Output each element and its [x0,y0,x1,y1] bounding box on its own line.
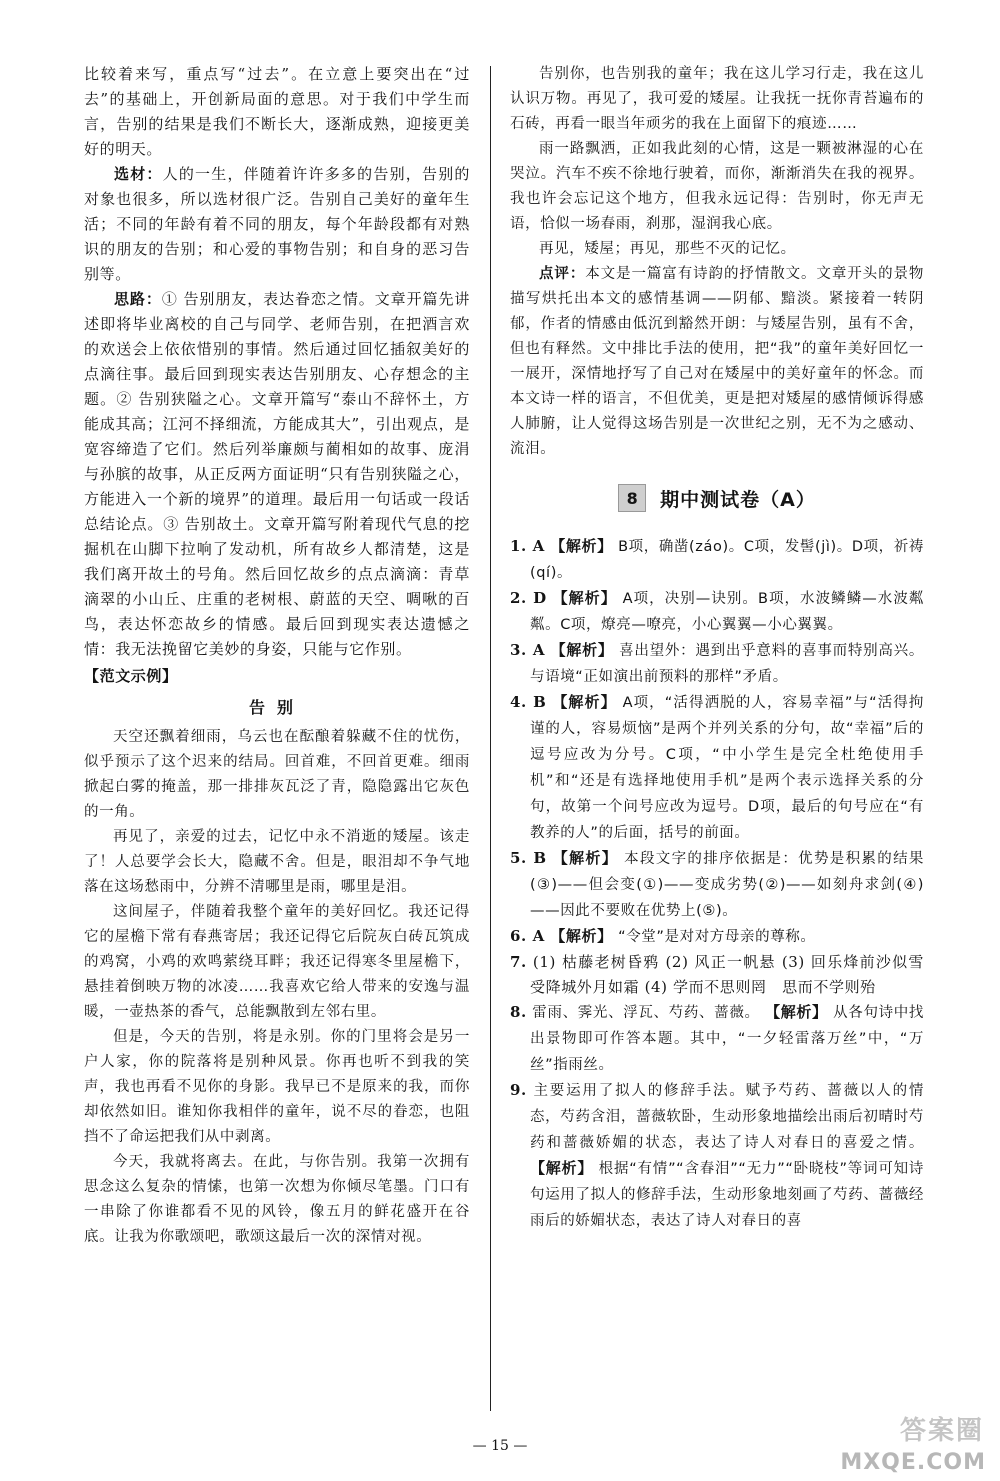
jiexi-label: 【解析】 [550,641,614,659]
xuancai-paragraph [84,162,470,287]
right-column [510,62,940,1234]
answer-text: “令堂”是对对方母亲的尊称。 [618,929,816,945]
silu-label: 思路： [114,290,162,308]
jiexi-label: 【解析】 [765,1003,828,1021]
answer-item [510,1000,924,1078]
watermark-top: 答案圈 [899,1416,984,1446]
essay-paragraph-2: 再见了，亲爱的过去，记忆中永不消逝的矮屋。该走了！人总要学会长大，隐藏不舍。但是，眼泪却不争气地落在这场愁雨中，分辨不清哪里是雨，哪里是泪。 [84,829,470,895]
essay-paragraph-3: 这间屋子，伴随着我整个童年的美好回忆。我还记得它的屋檐下常有春燕寄居；我还记得它后院灰白砖瓦筑成的鸡窝，小鸡的欢鸣萦绕耳畔；我还记得寒冬里屋檐下，悬挂着倒映万物的冰凌……我喜欢它给人带来的安逸与温暖，一壶热茶的香气，总能飘散到左邻右里。 [84,904,470,1020]
essay-paragraph-1: 天空还飘着细雨，乌云也在酝酿着躲藏不住的忧伤，似乎预示了这个迟来的结局。回首难，不回首更难。细雨掀起白雾的掩盖，那一排排灰瓦泛了青，隐隐露出它灰色的一角。 [84,729,470,820]
page-number: — 15 — [472,1438,528,1454]
answer-item [510,924,924,950]
answer-item [510,846,924,924]
silu-text: ① 告别朋友，表达眷恋之情。文章开篇先讲述即将毕业离校的自己与同学、老师告别，在把酒言欢的欢送会上依依惜别的事情。然后通过回忆插叙美好的点滴往事。最后回到现实表达告别朋友、心存想念的主题。② 告别狭隘之心。文章开篇写“泰山不辞怀土，方能成其高；江河不择细流，方能成其大”，引出观点，是宽容缔造了它们。然后列举廉颇与蔺相如的故事、庞涓与孙膑的故事，从正反两方面证明“只有告别狭隘之心，方能进入一个新的境界”的道理。最后用一句话或一段话总结论点。③ 告别故土。文章开篇写附着现代气息的挖掘机在山脚下拉响了发动机，所有故乡人都清楚，这是我们离开故土的号角。然后回忆故乡的点点滴滴：青草滴翠的小山丘、庄重的老树根、蔚蓝的天空、啁啾的百鸟，表达怀恋故乡的情感。最后回到现实表达遗憾之情：我无法挽留它美妙的身姿，只能与它作别。 [84,290,470,658]
silu-paragraph [84,287,470,662]
answer-list [510,534,940,1234]
essay-paragraph-7: 雨一路飘洒，正如我此刻的心情，这是一颗被淋湿的心在哭泣。汽车不疾不徐地行驶着，而你，渐渐消失在我的视界。我也许会忘记这个地方，但我永远记得：告别时，你无声无语，恰似一场春雨，刹那，湿润我心底。 [510,141,924,232]
essay-paragraph-6: 告别你，也告别我的童年；我在这儿学习行走，我在这儿认识万物。再见了，我可爱的矮屋。让我抚一抚你青苔遍布的石砖，再看一眼当年顽劣的我在上面留下的痕迹…… [510,66,924,132]
test-title: 期中测试卷（A） [660,488,816,511]
answer-item [510,690,924,846]
answer-text: B项，确凿(záo)。C项，发髻(jì)。D项，祈祷(qí)。 [530,539,924,581]
essay-paragraph-4: 但是，今天的告别，将是永别。你的门里将会是另一户人家，你的院落将是别种风景。你再也听不到我的笑声，我也再看不见你的身影。我早已不是原来的我，而你却依然如旧。谁知你我相伴的童年，说不尽的眷恋，也阻挡不了命运把我们从中剥离。 [84,1029,470,1145]
xuancai-text: 人的一生，伴随着许许多多的告别，告别的对象也很多，所以选材很广泛。告别自己美好的童年生活；不同的年龄有着不同的朋友，每个年龄段都有对熟识的朋友的告别；和心爱的事物告别；和自身的恶习告别等。 [84,165,470,283]
answer-text: A项，决别—诀别。B项，水波鳞鳞—水波粼粼。C项，燎亮—嘹亮，小心翼翼—小心翼翼。 [530,591,925,633]
answer-item [510,586,924,638]
jiexi-label: 【解析】 [550,927,613,945]
answer-item [510,638,924,690]
jiexi-text: 根据“有情”“含春泪”“无力”“卧晓枝”等词可知诗句运用了拟人的修辞手法，生动形象地刻画了芍药、蔷薇经雨后的娇媚状态，表达了诗人对春日的喜 [530,1161,924,1229]
answer-item [510,534,924,586]
answer-item [510,950,940,1000]
answer-number: 6. A [510,927,545,945]
answer-number: 2. D [510,589,547,607]
jiexi-text: 从各句诗中找出景物即可作答本题。其中，“一夕轻雷落万丝”中，“万丝”指雨丝。 [530,1005,925,1073]
answer-text: 雷雨、霁光、浮瓦、芍药、蔷薇。 [532,1005,760,1021]
answer-item [510,1078,924,1234]
jiexi-label: 【解析】 [552,849,619,867]
dianping-paragraph [510,262,924,462]
answer-text: 主要运用了拟人的修辞手法。赋予芍药、蔷薇以人的情态，芍药含泪，蔷薇软卧，生动形象地描绘出雨后初晴时芍药和蔷薇娇媚的状态，表达了诗人对春日的喜爱之情。 [530,1083,924,1151]
answer-number: 5. B [510,849,547,867]
answer-number: 8. [510,1003,527,1021]
answer-text: A项，“活得洒脱的人，容易幸福”与“活得拘谨的人，容易烦恼”是两个并列关系的分句，故“幸福”后的逗号应改为分号。C项，“中小学生是完全杜绝使用手机”和“还是有选择地使用手机”是两个表示选择关系的分句，故第一个问号应改为逗号。D项，最后的句号应在“有教养的人”的后面，括号的前面。 [530,695,924,841]
answer-number: 4. B [510,693,547,711]
dianping-text: 本文是一篇富有诗韵的抒情散文。文章开头的景物描写烘托出本文的感情基调——阴郁、黯淡。紧接着一转阴郁，作者的情感由低沉到豁然开朗：与矮屋告别，虽有不舍，但也有释然。文中排比手法的使用，把“我”的童年美好回忆一一展开，深情地抒写了自己对在矮屋中的美好童年的怀念。而本文诗一样的语言，不但优美，更是把对矮屋的感情倾诉得感人肺腑，让人觉得这场告别是一次世纪之别，无不为之感动、流泪。 [510,266,924,457]
column-divider [490,66,491,1411]
essay-title: 告别 [248,698,305,717]
answer-number: 3. A [510,641,546,659]
answer-text: (1) 枯藤老树昏鸦 (2) 风正一帆悬 (3) 回乐烽前沙似雪 受降城外月如霜 (4) 学而不思则罔 思而不学则殆 [530,953,940,996]
essay-paragraph-8: 再见，矮屋；再见，那些不灭的记忆。 [539,241,796,257]
section-badge: 8 [618,484,646,512]
jiexi-label: 【解析】 [550,537,613,555]
intro-paragraph: 比较着来写，重点写“过去”。在立意上要突出在“过去”的基础上，开创新局面的意思。对于我们中学生而言，告别的结果是我们不断长大，逐渐成熟，迎接更美好的明天。 [84,65,470,158]
jiexi-label: 【解析】 [552,589,617,607]
jiexi-label: 【解析】 [552,693,617,711]
jiexi-label: 【解析】 [530,1159,594,1177]
fanwen-label: 【范文示例】 [84,667,178,685]
watermark-url: MXQE.COM [840,1450,986,1475]
answer-number: 7. [510,953,527,971]
answer-number: 1. A [510,537,545,555]
dianping-label: 点评： [539,266,586,282]
answer-text: 本段文字的排序依据是：优势是积累的结果(③)——但会变(①)——变成劣势(②)——如刻舟求剑(④)——因此不要败在优势上(⑤)。 [530,851,924,919]
answer-number: 9. [510,1081,527,1099]
essay-paragraph-5: 今天，我就将离去。在此，与你告别。我第一次拥有思念这么复杂的情愫，也第一次想为你倾尽笔墨。门口有一串除了你谁都看不见的风铃，像五月的鲜花盛开在谷底。让我为你歌颂吧，歌颂这最后一次的深情对视。 [84,1154,470,1245]
test-header [510,484,924,512]
answer-text: 喜出望外：遇到出乎意料的喜事而特别高兴。与语境“正如演出前预料的那样”矛盾。 [530,643,925,685]
left-column [84,62,470,1250]
xuancai-label: 选材： [114,165,163,183]
